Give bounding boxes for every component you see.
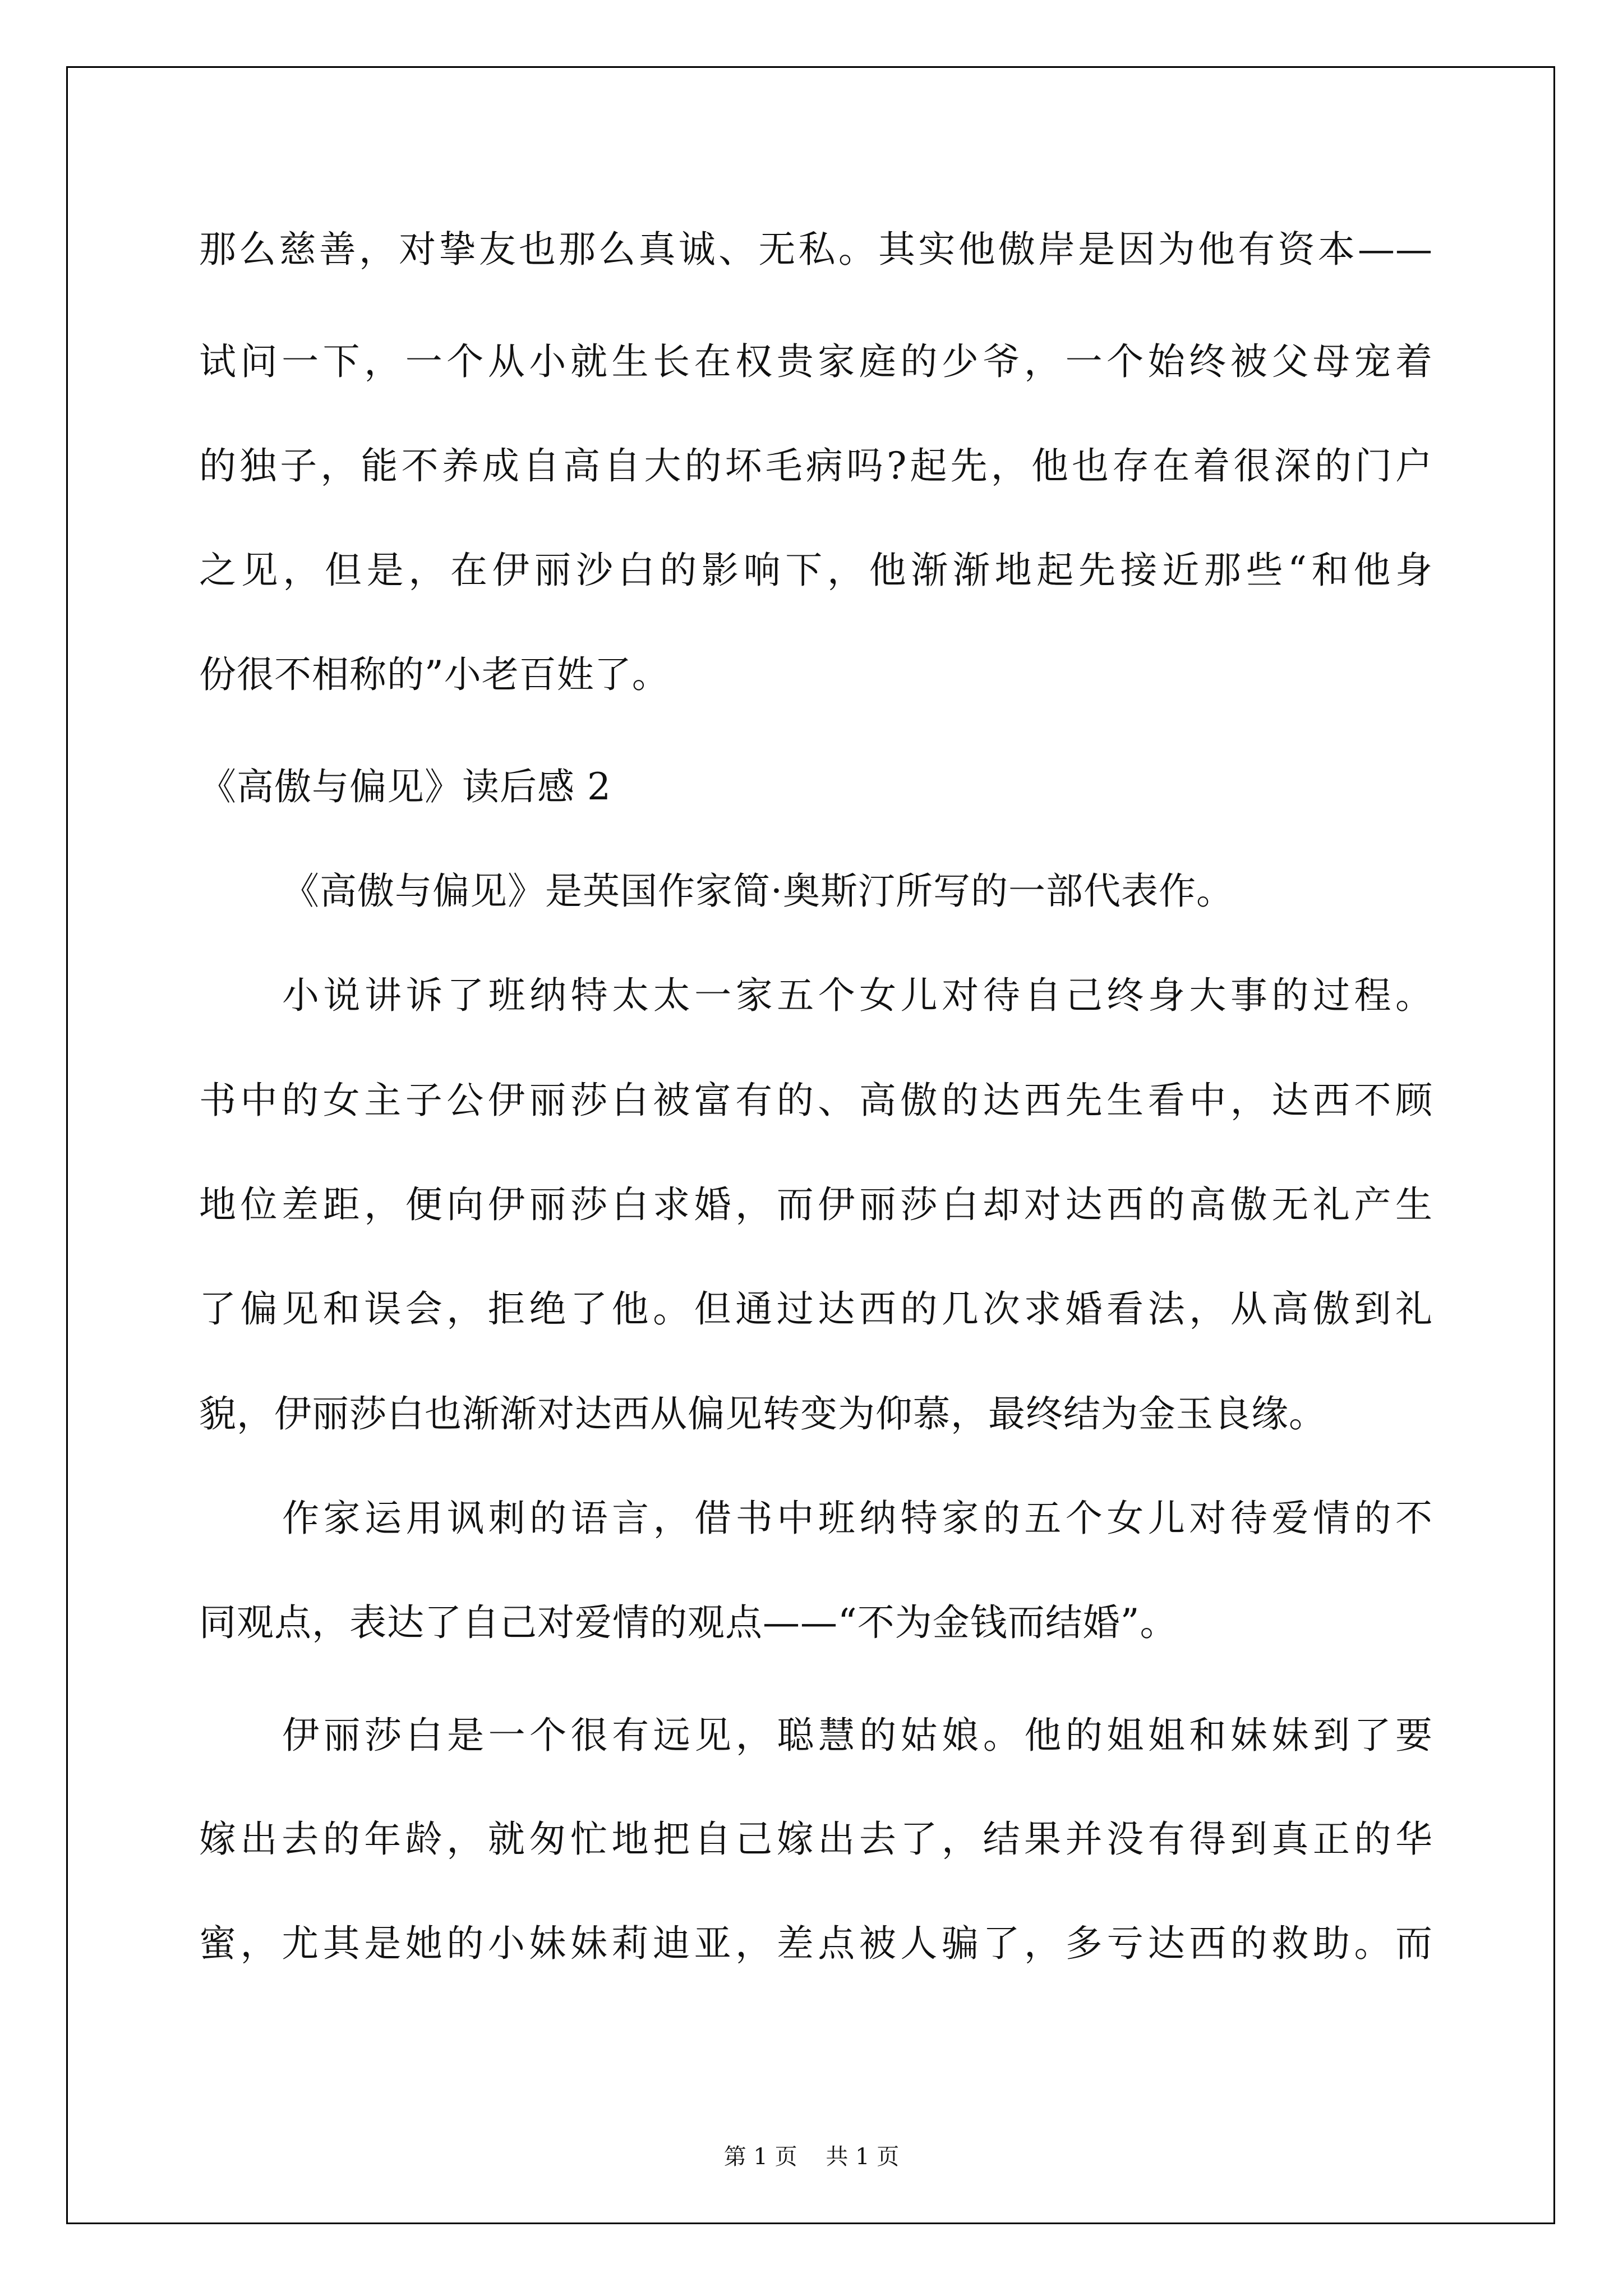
text-line: 的独子，能不养成自高自大的坏毛病吗?起先，他也存在着很深的门户 — [199, 444, 1433, 487]
text-line: 嫁出去的年龄，就匆忙地把自己嫁出去了，结果并没有得到真正的华 — [199, 1818, 1433, 1861]
text-line: 伊丽莎白是一个很有远见，聪慧的姑娘。他的姐姐和妹妹到了要 — [282, 1714, 1433, 1757]
text-line: 试问一下，一个从小就生长在权贵家庭的少爷，一个始终被父母宠着 — [199, 340, 1433, 383]
text-line: 同观点，表达了自己对爱情的观点——“不为金钱而结婚”。 — [199, 1601, 1178, 1644]
text-line: 蜜，尤其是她的小妹妹莉迪亚，差点被人骗了，多亏达西的救助。而 — [199, 1922, 1433, 1965]
text-line: 份很不相称的”小老百姓了。 — [199, 653, 670, 696]
text-line: 了偏见和误会，拒绝了他。但通过达西的几次求婚看法，从高傲到礼 — [199, 1287, 1433, 1331]
page-footer: 第 1 页 共 1 页 — [723, 2144, 900, 2170]
text-line: 地位差距，便向伊丽莎白求婚，而伊丽莎白却对达西的高傲无礼产生 — [199, 1183, 1433, 1226]
page-border — [66, 66, 1555, 2224]
text-line: 那么慈善，对挚友也那么真诚、无私。其实他傲岸是因为他有资本—— — [199, 228, 1433, 271]
text-line: 之见，但是，在伊丽沙白的影响下，他渐渐地起先接近那些“和他身 — [199, 549, 1433, 592]
section-heading: 《高傲与偏见》读后感 2 — [199, 765, 611, 808]
text-line: 书中的女主子公伊丽莎白被富有的、高傲的达西先生看中，达西不顾 — [199, 1079, 1433, 1122]
text-line: 貌，伊丽莎白也渐渐对达西从偏见转变为仰慕，最终结为金玉良缘。 — [199, 1392, 1326, 1435]
text-line: 小说讲诉了班纳特太太一家五个女儿对待自己终身大事的过程。 — [282, 974, 1433, 1017]
text-line: 《高傲与偏见》是英国作家简·奥斯汀所写的一部代表作。 — [282, 869, 1234, 913]
text-line: 作家运用讽刺的语言，借书中班纳特家的五个女儿对待爱情的不 — [282, 1497, 1433, 1540]
